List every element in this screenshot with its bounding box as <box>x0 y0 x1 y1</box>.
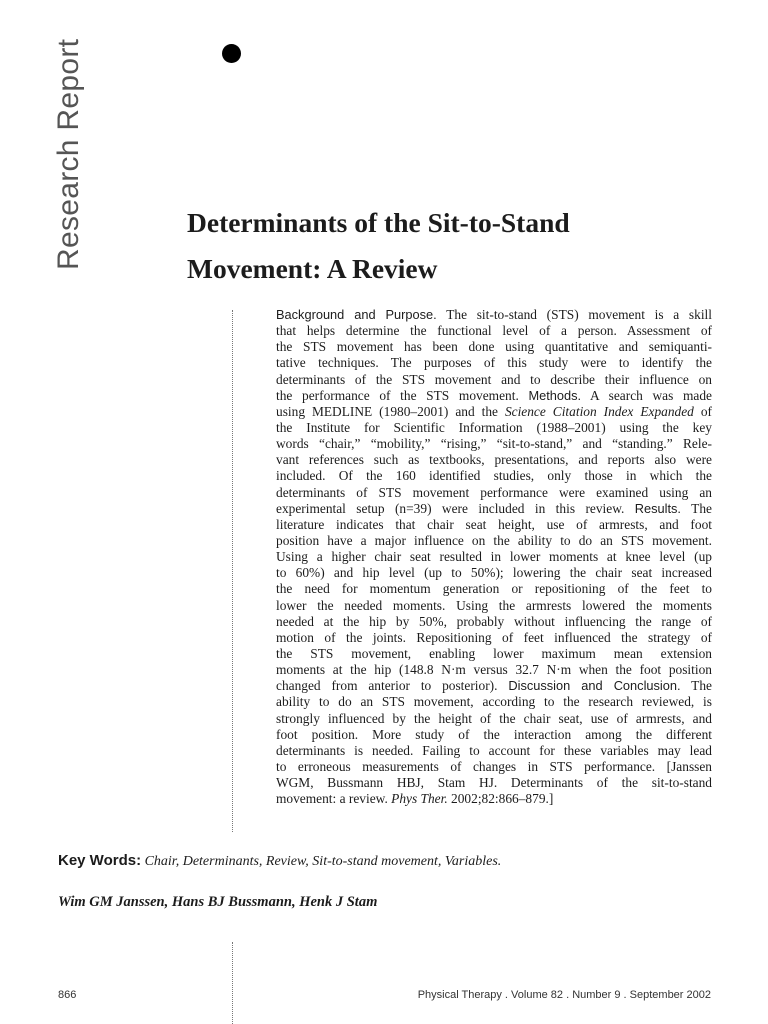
abstract-citation-index: Science Citation Index Expanded <box>504 403 694 419</box>
abstract-heading-results: Results. <box>634 500 681 516</box>
abstract-line: determinants is needed. Failing to account for these variables may lead <box>276 742 712 758</box>
bullet-dot <box>222 44 241 63</box>
abstract-line: vant references such as textbooks, presentations, and reports also were <box>276 452 712 468</box>
abstract-line: the Institute for Scientific Information (1988–2001) using the key <box>276 419 712 435</box>
abstract-line: lower the needed moments. Using the armrests lowered the moments <box>276 597 712 613</box>
abstract-text: 2002;82:866–879.] <box>447 791 554 807</box>
abstract-text: movement: a review. <box>276 791 392 807</box>
abstract-line: to 60%) and hip level (up to 50%); lowering the chair seat increased <box>276 565 712 581</box>
abstract-line: the STS movement, enabling lower maximum mean extension <box>276 645 712 661</box>
abstract-line: WGM, Bussmann HBJ, Stam HJ. Determinants of the sit-to-stand <box>276 775 712 791</box>
abstract-text: The <box>680 678 712 694</box>
abstract-journal-abbrev: Phys Ther. <box>391 791 448 807</box>
abstract <box>276 307 712 807</box>
abstract-line: words “chair,” “mobility,” “rising,” “sit-to-stand,” and “standing.” Rele- <box>276 436 712 452</box>
abstract-line: included. Of the 160 identified studies, only those in which the <box>276 468 712 484</box>
abstract-line: position have a major influence on the ability to do an STS movement. <box>276 532 712 548</box>
abstract-line: determinants of the STS movement and to describe their influence on <box>276 371 712 387</box>
section-label: Research Report <box>52 38 85 270</box>
abstract-line: tative techniques. The purposes of this study were to identify the <box>276 355 712 371</box>
abstract-heading-methods: Methods. <box>528 387 582 403</box>
abstract-line: needed at the hip by 50%, probably without influencing the range of <box>276 613 712 629</box>
abstract-line: foot position. More study of the interaction among the different <box>276 726 712 742</box>
article-title <box>187 200 727 292</box>
journal-info: Physical Therapy . Volume 82 . Number 9 . September 2002 <box>417 989 711 1001</box>
abstract-heading-discussion: Discussion and Conclusion. <box>508 678 681 694</box>
authors: Wim GM Janssen, Hans BJ Bussmann, Henk J Stam <box>58 894 378 910</box>
title-line-2: Movement: A Review <box>187 253 438 284</box>
key-words-text: Chair, Determinants, Review, Sit-to-stand movement, Variables. <box>141 854 502 869</box>
abstract-line: the need for momentum generation or repositioning of the feet to <box>276 581 712 597</box>
key-words-label: Key Words: <box>58 852 142 869</box>
page-number: 866 <box>58 989 77 1001</box>
abstract-text: changed from anterior to posterior). <box>276 678 498 694</box>
abstract-text: The <box>681 500 712 516</box>
abstract-line: that helps determine the functional level of a person. Assessment of <box>276 323 712 339</box>
abstract-line: to erroneous measurements of changes in STS performance. [Janssen <box>276 758 712 774</box>
footer-dotted-rule <box>232 942 233 1024</box>
abstract-text: experimental setup (n=39) were included in this review. <box>276 500 625 516</box>
abstract-line: literature indicates that chair seat height, use of armrests, and foot <box>276 516 712 532</box>
abstract-line: determinants of STS movement performance were examined using an <box>276 484 712 500</box>
abstract-text: using MEDLINE (1980–2001) and the <box>276 403 505 419</box>
title-line-1: Determinants of the Sit-to-Stand <box>187 207 570 238</box>
abstract-text: The sit-to-stand (STS) movement is a skill <box>436 307 712 322</box>
abstract-text: the performance of the STS movement. <box>276 387 519 403</box>
abstract-line: moments at the hip (148.8 N·m versus 32.7 N·m when the foot position <box>276 662 712 678</box>
abstract-text: of <box>693 403 713 419</box>
abstract-dotted-rule <box>232 310 233 832</box>
abstract-line: ability to do an STS movement, according to the research reviewed, is <box>276 694 712 710</box>
abstract-heading-background: Background and Purpose. <box>276 307 437 322</box>
abstract-line: motion of the joints. Repositioning of feet influenced the strategy of <box>276 629 712 645</box>
abstract-line: the STS movement has been done using quantitative and semiquanti- <box>276 339 712 355</box>
abstract-text: A search was made <box>581 387 712 403</box>
abstract-line: Using a higher chair seat resulted in lower moments at knee level (up <box>276 549 712 565</box>
abstract-line: strongly influenced by the height of the chair seat, use of armrests, and <box>276 710 712 726</box>
key-words <box>58 852 738 870</box>
